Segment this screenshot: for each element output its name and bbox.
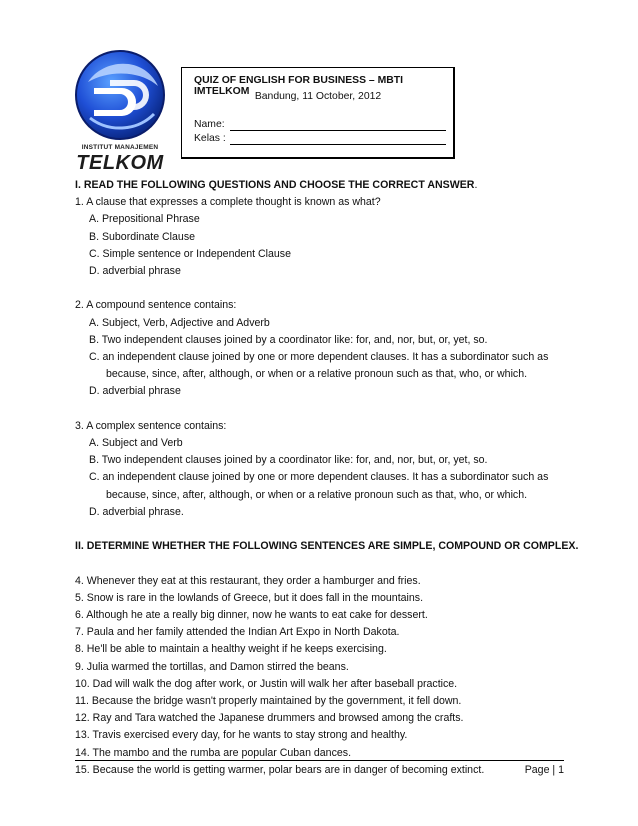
page-number: Page | 1 [524,764,564,776]
line-text: 14. The mambo and the rumba are popular Cuban dances. [75,746,352,759]
line-text: I. READ THE FOLLOWING QUESTIONS AND CHOOSE THE CORRECT ANSWER [75,179,475,191]
line-text: B. Subordinate Clause [89,230,196,243]
text-line [75,643,387,655]
logo-subtitle: INSTITUT MANAJEMEN [81,144,159,151]
telkom-globe-icon [74,48,166,146]
line-text: D. adverbial phrase [89,265,181,277]
line-text: A. Subject and Verb [89,437,183,449]
text-line [75,196,381,208]
text-line [75,747,351,759]
text-line [89,454,488,466]
footer-rule [75,760,564,761]
quiz-title: QUIZ OF ENGLISH FOR BUSINESS – MBTI IMTELKOM [194,75,403,97]
line-text: B. Two independent clauses joined by a coordinator like: for, and, nor, but, or, yet, so. [89,333,488,346]
quiz-date: Bandung, 11 October, 2012 [254,91,382,102]
name-label: Name: [194,119,225,130]
line-text: 8. He'll be able to maintain a healthy weight if he keeps exercising. [75,643,387,656]
text-line [89,213,200,225]
line-text: C. Simple sentence or Independent Clause [89,247,291,260]
line-text: D. adverbial phrase [89,385,181,398]
text-line [75,678,457,690]
text-line [89,471,548,483]
text-line [89,231,195,243]
line-text: C. an independent clause joined by one or more dependent clauses. It has a subordinator such as [89,471,549,484]
telkom-logo [74,48,166,174]
line-text: 10. Dad will walk the dog after work, or Justin will walk her after baseball practice. [75,677,458,690]
line-text: 15. Because the world is getting warmer, polar bears are in danger of becoming extinct. [75,763,485,776]
text-line [75,729,407,741]
text-line [89,265,181,277]
text-line [75,420,226,432]
text-line [75,764,484,776]
class-label: Kelas : [194,133,226,144]
line-text: II. DETERMINE WHETHER THE FOLLOWING SENTENCES ARE SIMPLE, COMPOUND OR COMPLEX. [75,540,579,553]
logo-wordmark: TELKOM [76,152,164,174]
line-text: D. adverbial phrase. [89,505,184,518]
text-line [106,489,527,501]
text-line [75,695,461,707]
quiz-header-box [181,67,455,159]
text-line [89,317,270,329]
text-line [89,385,181,397]
line-text: A. Subject, Verb, Adjective and Adverb [89,316,270,329]
text-line [106,368,527,380]
line-text: B. Two independent clauses joined by a coordinator like: for, and, nor, but, or, yet, so. [89,454,488,467]
line-text: 7. Paula and her family attended the Indian Art Expo in North Dakota. [75,626,400,639]
line-text: because, since, after, although, or when or a relative pronoun such as that, who, or which. [106,368,528,381]
text-line [89,334,488,346]
text-line [75,299,236,311]
line-text: A. Prepositional Phrase [89,213,200,226]
line-text: 9. Julia warmed the tortillas, and Damon stirred the beans. [75,660,349,673]
name-field[interactable] [230,130,446,131]
line-text: 5. Snow is rare in the lowlands of Greece, but it does fall in the mountains. [75,591,424,604]
line-text: C. an independent clause joined by one or more dependent clauses. It has a subordinator such as [89,351,549,363]
section-heading [75,540,578,552]
line-text: 1. A clause that expresses a complete thought is known as what? [75,196,381,209]
line-text: 13. Travis exercised every day, for he wants to stay strong and healthy. [75,729,408,742]
line-text: 3. A complex sentence contains: [75,419,227,432]
text-line [75,592,423,604]
text-line [75,609,428,621]
line-text: 2. A compound sentence contains: [75,299,237,312]
line-text: 12. Ray and Tara watched the Japanese drummers and browsed among the crafts. [75,712,464,725]
text-line [89,506,184,518]
class-field[interactable] [230,144,446,145]
line-text: 11. Because the bridge wasn't properly maintained by the government, it fell down. [75,695,462,707]
line-suffix: . [474,179,478,191]
line-text: 6. Although he ate a really big dinner, now he wants to eat cake for dessert. [75,609,428,621]
text-line [89,437,183,449]
text-line [75,661,349,673]
line-text: 4. Whenever they eat at this restaurant, they order a hamburger and fries. [75,574,421,587]
text-line [89,351,548,363]
text-line [75,626,400,638]
text-line [75,712,463,724]
text-line [75,575,421,587]
section-heading [75,179,477,191]
text-line [89,248,291,260]
line-text: because, since, after, although, or when or a relative pronoun such as that, who, or which. [106,488,528,501]
